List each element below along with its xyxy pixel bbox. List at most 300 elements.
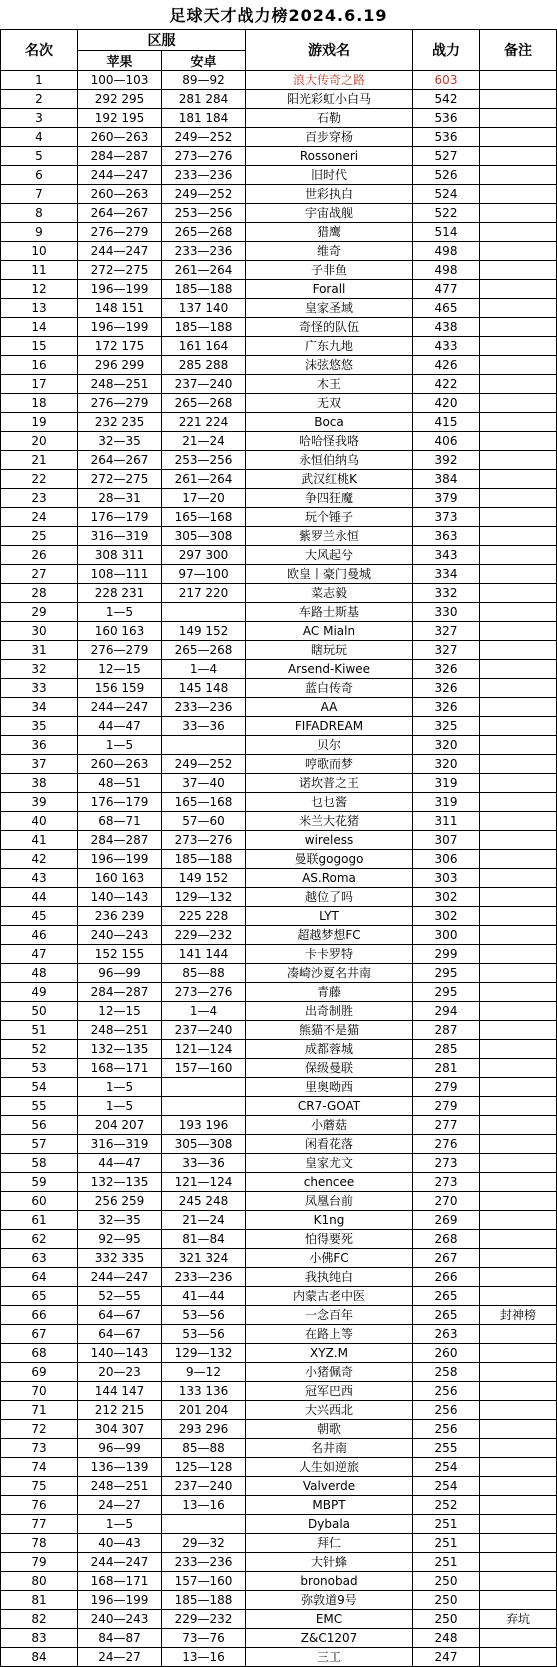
apple-server-cell: 232 235 [78, 413, 162, 432]
android-server-cell: 265—268 [162, 223, 246, 242]
rank-cell: 11 [1, 261, 78, 280]
note-cell [480, 1382, 557, 1401]
android-server-cell [162, 1515, 246, 1534]
note-cell [480, 90, 557, 109]
player-name-cell: 超越梦想FC [246, 926, 413, 945]
android-server-cell: 293 296 [162, 1420, 246, 1439]
android-server-cell: 249—252 [162, 755, 246, 774]
android-server-cell: 57—60 [162, 812, 246, 831]
table-row [1, 603, 557, 622]
apple-server-cell: 144 147 [78, 1382, 162, 1401]
table-row [1, 926, 557, 945]
android-server-cell: 253—256 [162, 204, 246, 223]
table-row [1, 565, 557, 584]
player-name-cell: 奇怪的队伍 [246, 318, 413, 337]
power-cell: 498 [413, 261, 480, 280]
table-row [1, 280, 557, 299]
apple-server-cell: 64—67 [78, 1325, 162, 1344]
player-name-cell: Arsend-Kiwee [246, 660, 413, 679]
player-name-cell: 卡卡罗特 [246, 945, 413, 964]
power-cell: 406 [413, 432, 480, 451]
power-cell: 477 [413, 280, 480, 299]
note-cell [480, 565, 557, 584]
apple-server-cell: 64—67 [78, 1306, 162, 1325]
header-apple: 苹果 [78, 51, 162, 71]
note-cell [480, 1458, 557, 1477]
rank-cell: 52 [1, 1040, 78, 1059]
table-row [1, 1154, 557, 1173]
rank-cell: 2 [1, 90, 78, 109]
rank-cell: 25 [1, 527, 78, 546]
android-server-cell: 157—160 [162, 1059, 246, 1078]
note-cell: 封神榜 [480, 1306, 557, 1325]
table-row [1, 1477, 557, 1496]
power-cell: 302 [413, 888, 480, 907]
note-cell [480, 432, 557, 451]
rank-cell: 42 [1, 850, 78, 869]
power-cell: 536 [413, 128, 480, 147]
android-server-cell: 89—92 [162, 71, 246, 90]
player-name-cell: 紫罗兰永恒 [246, 527, 413, 546]
power-cell: 250 [413, 1610, 480, 1629]
android-server-cell: 225 228 [162, 907, 246, 926]
player-name-cell: 皇家尤文 [246, 1154, 413, 1173]
note-cell [480, 1173, 557, 1192]
android-server-cell: 305—308 [162, 527, 246, 546]
player-name-cell: 贝尔 [246, 736, 413, 755]
rank-cell: 51 [1, 1021, 78, 1040]
apple-server-cell: 108—111 [78, 565, 162, 584]
android-server-cell: 37—40 [162, 774, 246, 793]
power-cell: 281 [413, 1059, 480, 1078]
player-name-cell: Dybala [246, 1515, 413, 1534]
rank-cell: 15 [1, 337, 78, 356]
android-server-cell: 305—308 [162, 1135, 246, 1154]
rank-cell: 40 [1, 812, 78, 831]
power-cell: 327 [413, 622, 480, 641]
note-cell [480, 1344, 557, 1363]
power-cell: 251 [413, 1553, 480, 1572]
rank-cell: 54 [1, 1078, 78, 1097]
table-row [1, 1116, 557, 1135]
apple-server-cell: 192 195 [78, 109, 162, 128]
apple-server-cell: 32—35 [78, 432, 162, 451]
apple-server-cell: 196—199 [78, 850, 162, 869]
player-name-cell: AA [246, 698, 413, 717]
table-row [1, 1059, 557, 1078]
table-row [1, 356, 557, 375]
player-name-cell: 闲看花落 [246, 1135, 413, 1154]
table-row [1, 1401, 557, 1420]
power-cell: 326 [413, 660, 480, 679]
note-cell [480, 641, 557, 660]
player-name-cell: 里奥呦西 [246, 1078, 413, 1097]
android-server-cell: 193 196 [162, 1116, 246, 1135]
note-cell [480, 983, 557, 1002]
player-name-cell: 无双 [246, 394, 413, 413]
rank-cell: 74 [1, 1458, 78, 1477]
player-name-cell: 名井南 [246, 1439, 413, 1458]
table-row [1, 318, 557, 337]
rank-cell: 47 [1, 945, 78, 964]
rank-cell: 4 [1, 128, 78, 147]
player-name-cell: 米兰大花猪 [246, 812, 413, 831]
table-row [1, 1420, 557, 1439]
power-cell: 276 [413, 1135, 480, 1154]
android-server-cell: 185—188 [162, 850, 246, 869]
note-cell [480, 1477, 557, 1496]
apple-server-cell: 156 159 [78, 679, 162, 698]
rank-cell: 53 [1, 1059, 78, 1078]
table-row [1, 1211, 557, 1230]
apple-server-cell: 132—135 [78, 1040, 162, 1059]
header-server: 区服 [78, 30, 246, 51]
player-name-cell: 出奇制胜 [246, 1002, 413, 1021]
rank-cell: 66 [1, 1306, 78, 1325]
power-cell: 254 [413, 1477, 480, 1496]
table-row [1, 242, 557, 261]
player-name-cell: 我执纯白 [246, 1268, 413, 1287]
note-cell [480, 1363, 557, 1382]
apple-server-cell: 24—27 [78, 1648, 162, 1667]
apple-server-cell: 160 163 [78, 869, 162, 888]
table-row [1, 850, 557, 869]
rank-cell: 46 [1, 926, 78, 945]
player-name-cell: 百步穿杨 [246, 128, 413, 147]
note-cell [480, 1116, 557, 1135]
table-row [1, 90, 557, 109]
apple-server-cell: 160 163 [78, 622, 162, 641]
table-row [1, 546, 557, 565]
power-cell: 300 [413, 926, 480, 945]
player-name-cell: 武汉红桃K [246, 470, 413, 489]
player-name-cell: 弥敦道9号 [246, 1591, 413, 1610]
power-cell: 433 [413, 337, 480, 356]
note-cell [480, 166, 557, 185]
note-cell [480, 1078, 557, 1097]
table-row [1, 1515, 557, 1534]
rank-cell: 38 [1, 774, 78, 793]
table-row [1, 432, 557, 451]
apple-server-cell: 316—319 [78, 1135, 162, 1154]
note-cell [480, 679, 557, 698]
table-row [1, 1021, 557, 1040]
rank-cell: 32 [1, 660, 78, 679]
table-row [1, 337, 557, 356]
player-name-cell: 凑崎沙夏名井南 [246, 964, 413, 983]
apple-server-cell: 308 311 [78, 546, 162, 565]
apple-server-cell: 176—179 [78, 793, 162, 812]
player-name-cell: 冠军巴西 [246, 1382, 413, 1401]
rank-cell: 79 [1, 1553, 78, 1572]
player-name-cell: MBPT [246, 1496, 413, 1515]
note-cell [480, 1211, 557, 1230]
android-server-cell: 253—256 [162, 451, 246, 470]
note-cell [480, 413, 557, 432]
power-cell: 287 [413, 1021, 480, 1040]
apple-server-cell: 316—319 [78, 527, 162, 546]
player-name-cell: 熊猫不是猫 [246, 1021, 413, 1040]
apple-server-cell: 12—15 [78, 1002, 162, 1021]
power-cell: 251 [413, 1534, 480, 1553]
power-cell: 270 [413, 1192, 480, 1211]
player-name-cell: AS.Roma [246, 869, 413, 888]
note-cell [480, 109, 557, 128]
android-server-cell: 273—276 [162, 831, 246, 850]
player-name-cell: 越位了吗 [246, 888, 413, 907]
table-row [1, 166, 557, 185]
table-row [1, 812, 557, 831]
player-name-cell: LYT [246, 907, 413, 926]
player-name-cell: 内蒙古老中医 [246, 1287, 413, 1306]
power-cell: 415 [413, 413, 480, 432]
player-name-cell: FIFADREAM [246, 717, 413, 736]
player-name-cell: CR7-GOAT [246, 1097, 413, 1116]
table-row [1, 717, 557, 736]
table-row [1, 1648, 557, 1667]
rank-cell: 83 [1, 1629, 78, 1648]
power-cell: 536 [413, 109, 480, 128]
android-server-cell: 249—252 [162, 185, 246, 204]
table-row [1, 1306, 557, 1325]
android-server-cell: 137 140 [162, 299, 246, 318]
apple-server-cell: 212 215 [78, 1401, 162, 1420]
apple-server-cell: 196—199 [78, 280, 162, 299]
android-server-cell: 149 152 [162, 869, 246, 888]
rank-cell: 24 [1, 508, 78, 527]
table-row [1, 470, 557, 489]
note-cell [480, 1496, 557, 1515]
note-cell [480, 1059, 557, 1078]
apple-server-cell: 276—279 [78, 394, 162, 413]
rank-cell: 21 [1, 451, 78, 470]
note-cell [480, 850, 557, 869]
note-cell [480, 1249, 557, 1268]
player-name-cell: 阳光彩虹小白马 [246, 90, 413, 109]
power-cell: 603 [413, 71, 480, 90]
power-cell: 334 [413, 565, 480, 584]
player-name-cell: 宇宙战舰 [246, 204, 413, 223]
note-cell [480, 888, 557, 907]
table-row [1, 489, 557, 508]
power-cell: 422 [413, 375, 480, 394]
note-cell [480, 318, 557, 337]
android-server-cell: 181 184 [162, 109, 246, 128]
table-row [1, 394, 557, 413]
rank-cell: 49 [1, 983, 78, 1002]
android-server-cell: 1—4 [162, 660, 246, 679]
table-row [1, 736, 557, 755]
note-cell [480, 774, 557, 793]
table-row [1, 983, 557, 1002]
rank-cell: 59 [1, 1173, 78, 1192]
rank-cell: 28 [1, 584, 78, 603]
table-body [1, 71, 557, 1667]
android-server-cell: 237—240 [162, 1021, 246, 1040]
apple-server-cell: 240—243 [78, 926, 162, 945]
android-server-cell: 133 136 [162, 1382, 246, 1401]
android-server-cell: 201 204 [162, 1401, 246, 1420]
rank-cell: 7 [1, 185, 78, 204]
rank-cell: 3 [1, 109, 78, 128]
table-row [1, 1268, 557, 1287]
note-cell [480, 1572, 557, 1591]
android-server-cell: 185—188 [162, 1591, 246, 1610]
rank-cell: 12 [1, 280, 78, 299]
table-row [1, 261, 557, 280]
apple-server-cell: 244—247 [78, 242, 162, 261]
player-name-cell: 争四狂魔 [246, 489, 413, 508]
apple-server-cell: 248—251 [78, 1021, 162, 1040]
note-cell [480, 698, 557, 717]
note-cell [480, 470, 557, 489]
power-cell: 265 [413, 1287, 480, 1306]
table-row [1, 1173, 557, 1192]
sheet-title: 足球天才战力榜2024.6.19 [1, 0, 557, 30]
apple-server-cell: 176—179 [78, 508, 162, 527]
note-cell [480, 945, 557, 964]
note-cell [480, 356, 557, 375]
title-row [1, 0, 557, 30]
apple-server-cell: 12—15 [78, 660, 162, 679]
player-name-cell: 小佛FC [246, 1249, 413, 1268]
note-cell [480, 451, 557, 470]
rank-cell: 72 [1, 1420, 78, 1439]
rank-cell: 17 [1, 375, 78, 394]
apple-server-cell: 20—23 [78, 1363, 162, 1382]
power-cell: 250 [413, 1572, 480, 1591]
apple-server-cell: 168—171 [78, 1059, 162, 1078]
note-cell [480, 1515, 557, 1534]
power-cell: 379 [413, 489, 480, 508]
apple-server-cell: 44—47 [78, 717, 162, 736]
apple-server-cell: 84—87 [78, 1629, 162, 1648]
note-cell [480, 717, 557, 736]
apple-server-cell: 272—275 [78, 261, 162, 280]
note-cell [480, 204, 557, 223]
power-cell: 299 [413, 945, 480, 964]
player-name-cell: 一念百年 [246, 1306, 413, 1325]
note-cell [480, 964, 557, 983]
android-server-cell: 73—76 [162, 1629, 246, 1648]
player-name-cell: 三工 [246, 1648, 413, 1667]
power-cell: 326 [413, 679, 480, 698]
power-cell: 256 [413, 1382, 480, 1401]
table-row [1, 1344, 557, 1363]
power-cell: 258 [413, 1363, 480, 1382]
table-row [1, 945, 557, 964]
header-note: 备注 [480, 30, 557, 71]
note-cell [480, 1192, 557, 1211]
android-server-cell: 97—100 [162, 565, 246, 584]
note-cell [480, 1325, 557, 1344]
power-cell: 260 [413, 1344, 480, 1363]
note-cell [480, 869, 557, 888]
power-cell: 327 [413, 641, 480, 660]
player-name-cell: 乜乜酱 [246, 793, 413, 812]
header-power: 战力 [413, 30, 480, 71]
rank-cell: 58 [1, 1154, 78, 1173]
power-cell: 524 [413, 185, 480, 204]
note-cell [480, 1553, 557, 1572]
apple-server-cell: 264—267 [78, 451, 162, 470]
table-row [1, 793, 557, 812]
apple-server-cell: 244—247 [78, 698, 162, 717]
player-name-cell: 在路上等 [246, 1325, 413, 1344]
rank-cell: 81 [1, 1591, 78, 1610]
power-cell: 265 [413, 1306, 480, 1325]
power-cell: 269 [413, 1211, 480, 1230]
android-server-cell: 21—24 [162, 432, 246, 451]
player-name-cell: 广东九地 [246, 337, 413, 356]
note-cell [480, 1439, 557, 1458]
android-server-cell: 237—240 [162, 1477, 246, 1496]
player-name-cell: 欧皇丨豪门曼城 [246, 565, 413, 584]
rank-cell: 41 [1, 831, 78, 850]
table-row [1, 869, 557, 888]
table-row [1, 1040, 557, 1059]
android-server-cell: 233—236 [162, 1553, 246, 1572]
power-cell: 527 [413, 147, 480, 166]
android-server-cell [162, 736, 246, 755]
apple-server-cell: 96—99 [78, 1439, 162, 1458]
android-server-cell: 125—128 [162, 1458, 246, 1477]
power-cell: 273 [413, 1173, 480, 1192]
android-server-cell: 1—4 [162, 1002, 246, 1021]
player-name-cell: 保级曼联 [246, 1059, 413, 1078]
apple-server-cell: 100—103 [78, 71, 162, 90]
power-cell: 263 [413, 1325, 480, 1344]
table-row [1, 1002, 557, 1021]
note-cell [480, 1040, 557, 1059]
note-cell [480, 1591, 557, 1610]
rank-cell: 29 [1, 603, 78, 622]
table-row [1, 1135, 557, 1154]
power-cell: 332 [413, 584, 480, 603]
android-server-cell: 297 300 [162, 546, 246, 565]
player-name-cell: 凤凰台前 [246, 1192, 413, 1211]
player-name-cell: 沫弦悠悠 [246, 356, 413, 375]
rank-cell: 82 [1, 1610, 78, 1629]
power-cell: 266 [413, 1268, 480, 1287]
note-cell [480, 793, 557, 812]
power-cell: 248 [413, 1629, 480, 1648]
player-name-cell: Rossoneri [246, 147, 413, 166]
note-cell [480, 926, 557, 945]
table-row [1, 641, 557, 660]
player-name-cell: 青藤 [246, 983, 413, 1002]
apple-server-cell: 244—247 [78, 1268, 162, 1287]
table-row [1, 584, 557, 603]
note-cell [480, 907, 557, 926]
android-server-cell: 53—56 [162, 1306, 246, 1325]
table-row [1, 1572, 557, 1591]
power-cell: 256 [413, 1401, 480, 1420]
player-name-cell: 诺坎普之王 [246, 774, 413, 793]
apple-server-cell: 168—171 [78, 1572, 162, 1591]
rank-cell: 35 [1, 717, 78, 736]
table-row [1, 375, 557, 394]
android-server-cell: 265—268 [162, 394, 246, 413]
rank-cell: 78 [1, 1534, 78, 1553]
note-cell [480, 508, 557, 527]
header-android: 安卓 [162, 51, 246, 71]
player-name-cell: 皇家圣域 [246, 299, 413, 318]
rank-cell: 22 [1, 470, 78, 489]
apple-server-cell: 1—5 [78, 603, 162, 622]
rank-cell: 31 [1, 641, 78, 660]
table-row [1, 1325, 557, 1344]
